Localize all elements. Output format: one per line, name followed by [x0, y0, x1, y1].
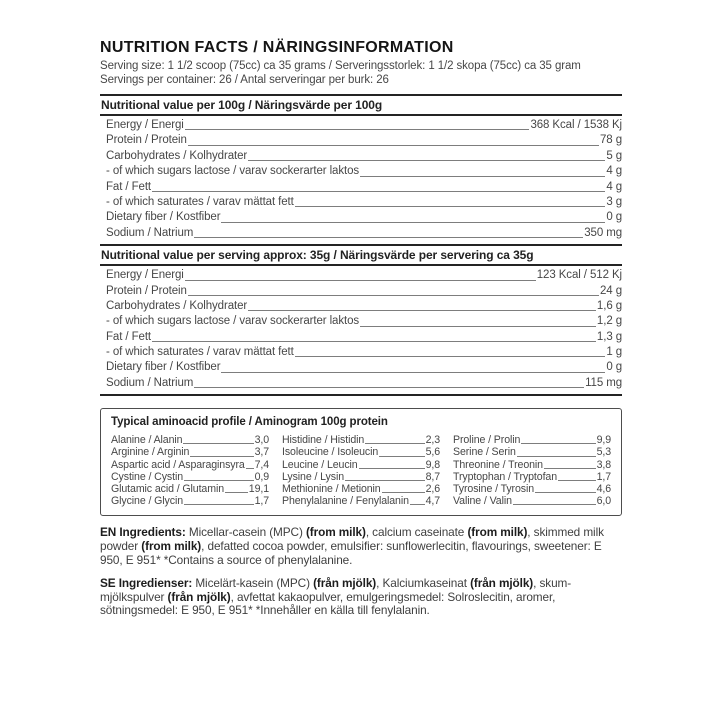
row-value: 5,3: [596, 446, 611, 459]
nutrition-row: [282, 483, 440, 495]
row-label: Lysine / Lysin: [282, 470, 344, 483]
row-value: 78 g: [600, 134, 622, 147]
leader-line: [183, 471, 255, 483]
nutrition-table-per-serving: [100, 266, 622, 394]
leader-line: [184, 118, 531, 133]
amino-acid-profile-box: [100, 408, 622, 516]
row-label: Carbohydrates / Kolhydrater: [106, 149, 248, 162]
nutrition-row: [100, 360, 622, 375]
row-value: 4,7: [425, 495, 440, 508]
row-label: Dietary fiber / Kostfiber: [106, 211, 221, 224]
row-value: 2,6: [425, 483, 440, 495]
row-value: 3,7: [254, 446, 269, 459]
row-label: Fat / Fett: [106, 330, 152, 343]
table-header-per-serving: Nutritional value per serving approx: 35g / Näringsvärde per servering ca 35g: [101, 248, 534, 263]
ingredient-bold-text: (från mjölk): [313, 576, 377, 591]
row-value: 2,3: [425, 434, 440, 447]
ingredient-bold-text: SE Ingredienser:: [100, 576, 196, 591]
row-value: 368 Kcal / 1538 Kj: [530, 119, 622, 131]
nutrition-row: [453, 446, 611, 458]
row-value: 3,8: [596, 458, 611, 471]
leader-line: [543, 459, 597, 471]
row-label: Protein / Protein: [106, 284, 187, 297]
nutrition-label: [100, 39, 622, 618]
row-label: Glutamic acid / Glutamin: [111, 483, 224, 495]
row-value: 24 g: [600, 284, 622, 297]
ingredient-text: , avfettat kakaopulver, emulgeringsmedel: Solroslecitin, aromer, sötningsmedel: E 950, E 951* *Innehåller en källa till fenylalanin.: [100, 589, 556, 618]
row-label: Protein / Protein: [106, 134, 187, 147]
nutrition-row: [453, 471, 611, 483]
nutrition-row: [100, 180, 622, 195]
amino-column-1: [111, 434, 269, 507]
leader-line: [193, 376, 585, 391]
nutrition-row: [282, 446, 440, 458]
nutrition-row: [282, 495, 440, 507]
leader-line: [193, 226, 584, 241]
row-label: Dietary fiber / Kostfiber: [106, 361, 221, 374]
row-label: Methionine / Metionin: [282, 483, 381, 495]
ingredient-bold-text: (from milk): [141, 538, 202, 553]
ingredient-text: , calcium caseinate: [365, 525, 468, 540]
ingredient-text: Micellar-casein (MPC): [188, 525, 306, 540]
row-value: 3 g: [606, 195, 622, 208]
nutrition-row: [100, 164, 622, 179]
leader-line: [220, 210, 606, 225]
row-label: Arginine / Arginin: [111, 446, 190, 459]
row-label: Histidine / Histidin: [282, 434, 365, 447]
table-header-per-100g: Nutritional value per 100g / Näringsvärde per 100g: [101, 98, 383, 112]
nutrition-row: [111, 471, 269, 483]
ingredient-bold-text: (från mjölk): [470, 576, 534, 591]
nutrition-row: [282, 471, 440, 483]
leader-line: [378, 446, 425, 458]
row-value: 5 g: [606, 149, 622, 162]
row-label: Tyrosine / Tyrosin: [453, 483, 535, 495]
leader-line: [184, 268, 537, 283]
leader-line: [151, 330, 597, 345]
row-value: 9,9: [596, 434, 611, 447]
row-label: Serine / Serin: [453, 446, 516, 459]
row-value: 3,0: [254, 434, 269, 447]
amino-profile-header: Typical aminoacid profile / Aminogram 100g protein: [111, 416, 388, 429]
leader-line: [409, 495, 426, 507]
nutrition-row: [100, 314, 622, 329]
ingredients-se-paragraph: [100, 577, 622, 618]
row-value: 0 g: [606, 211, 622, 224]
leader-line: [359, 314, 597, 329]
leader-line: [189, 446, 254, 458]
amino-column-2: [282, 434, 440, 507]
leader-line: [182, 434, 254, 446]
row-value: 1 g: [606, 346, 622, 359]
leader-line: [381, 483, 426, 495]
nutrition-row: [100, 149, 622, 164]
row-label: Valine / Valin: [453, 495, 512, 508]
nutrition-row: [100, 195, 622, 210]
row-label: Energy / Energi: [106, 269, 184, 282]
leader-line: [358, 459, 426, 471]
leader-line: [247, 149, 606, 164]
row-label: Sodium / Natrium: [106, 226, 194, 239]
ingredient-bold-text: (från mjölk): [167, 589, 231, 604]
nutrition-row: [282, 459, 440, 471]
row-label: Proline / Prolin: [453, 434, 521, 447]
nutrition-row: [100, 330, 622, 345]
nutrition-row: [100, 345, 622, 360]
row-value: 0 g: [606, 361, 622, 374]
row-value: 4 g: [606, 165, 622, 178]
nutrition-table-per-100g: [100, 116, 622, 244]
row-value: 123 Kcal / 512 Kj: [536, 269, 622, 282]
leader-line: [520, 434, 596, 446]
row-value: 7,4: [254, 458, 269, 471]
row-value: 0,9: [254, 470, 269, 483]
row-value: 5,6: [425, 446, 440, 459]
nutrition-row: [453, 459, 611, 471]
nutrition-row: [100, 226, 622, 241]
row-value: 6,0: [596, 495, 611, 508]
row-label: Cystine / Cystin: [111, 470, 183, 483]
leader-line: [187, 284, 600, 299]
nutrition-row: [111, 446, 269, 458]
ingredient-bold-text: (from milk): [305, 525, 366, 540]
servings-count-line: Servings per container: 26 / Antal serveringar per burk: 26: [100, 74, 389, 86]
nutrition-row: [100, 133, 622, 148]
serving-size-line: Serving size: 1 1/2 scoop (75cc) ca 35 grams / Serveringsstorlek: 1 1/2 skopa (75cc) ca 35 gram: [100, 60, 581, 72]
leader-line: [534, 483, 597, 495]
row-label: Energy / Energi: [106, 119, 184, 131]
row-label: Sodium / Natrium: [106, 376, 194, 389]
leader-line: [516, 446, 597, 458]
leader-line: [557, 471, 597, 483]
row-value: 1,7: [254, 495, 269, 508]
row-value: 9,8: [425, 458, 440, 471]
row-label: Isoleucine / Isoleucin: [282, 446, 379, 459]
amino-columns: [111, 434, 611, 507]
leader-line: [294, 345, 607, 360]
row-label: Fat / Fett: [106, 180, 152, 193]
nutrition-row: [453, 434, 611, 446]
row-value: 4,6: [596, 483, 611, 495]
nutrition-row: [453, 483, 611, 495]
ingredient-text: Micelärt-kasein (MPC): [195, 576, 314, 591]
page-title: NUTRITION FACTS / NÄRINGSINFORMATION: [100, 39, 454, 56]
row-label: - of which saturates / varav mättat fett: [106, 195, 294, 208]
leader-line: [364, 434, 425, 446]
leader-line: [187, 133, 600, 148]
leader-line: [359, 164, 606, 179]
nutrition-row: [111, 434, 269, 446]
row-label: - of which sugars lactose / varav sockerarter laktos: [106, 165, 360, 178]
leader-line: [294, 195, 607, 210]
ingredient-text: , defatted cocoa powder, emulsifier: sunflowerlecitin, flavourings, sweetener: E 950, E 951* *Contains a source of phenylalanine.: [100, 538, 602, 567]
row-label: Threonine / Treonin: [453, 458, 543, 471]
ingredients-en-paragraph: [100, 526, 622, 567]
nutrition-row: [100, 376, 622, 391]
ingredient-text: , Kalciumkaseinat: [376, 576, 471, 591]
row-value: 1,7: [596, 470, 611, 483]
leader-line: [247, 299, 597, 314]
row-label: - of which sugars lactose / varav sockerarter laktos: [106, 315, 360, 328]
ingredient-bold-text: (from milk): [467, 525, 528, 540]
row-value: 1,3 g: [596, 330, 622, 343]
leader-line: [224, 483, 249, 495]
nutrition-row: [111, 495, 269, 507]
row-label: Aspartic acid / Asparaginsyra: [111, 458, 245, 471]
leader-line: [220, 360, 606, 375]
nutrition-row: [111, 483, 269, 495]
row-value: 19,1: [248, 483, 269, 495]
row-label: - of which saturates / varav mättat fett: [106, 346, 294, 359]
row-value: 115 mg: [585, 376, 622, 389]
leader-line: [512, 495, 597, 507]
row-label: Phenylalanine / Fenylalanin: [282, 495, 409, 508]
leader-line: [245, 459, 255, 471]
nutrition-row: [453, 495, 611, 507]
divider: [100, 394, 622, 396]
row-value: 4 g: [606, 180, 622, 193]
row-label: Glycine / Glycin: [111, 495, 183, 508]
nutrition-row: [282, 434, 440, 446]
nutrition-row: [100, 118, 622, 133]
nutrition-row: [100, 299, 622, 314]
leader-line: [151, 180, 606, 195]
nutrition-row: [100, 210, 622, 225]
leader-line: [344, 471, 426, 483]
row-value: 8,7: [425, 470, 440, 483]
ingredient-bold-text: EN Ingredients:: [100, 525, 189, 540]
row-label: Leucine / Leucin: [282, 458, 358, 471]
row-value: 350 mg: [584, 226, 622, 239]
row-label: Alanine / Alanin: [111, 434, 183, 447]
row-value: 1,2 g: [596, 315, 622, 328]
row-value: 1,6 g: [596, 299, 622, 312]
nutrition-row: [100, 268, 622, 283]
leader-line: [183, 495, 255, 507]
nutrition-row: [100, 284, 622, 299]
row-label: Carbohydrates / Kolhydrater: [106, 299, 248, 312]
nutrition-row: [111, 459, 269, 471]
ingredient-text: , skum-mjölkspulver: [100, 576, 572, 604]
ingredient-text: , skimmed milk powder: [100, 525, 604, 553]
row-label: Tryptophan / Tryptofan: [453, 470, 557, 483]
amino-column-3: [453, 434, 611, 507]
